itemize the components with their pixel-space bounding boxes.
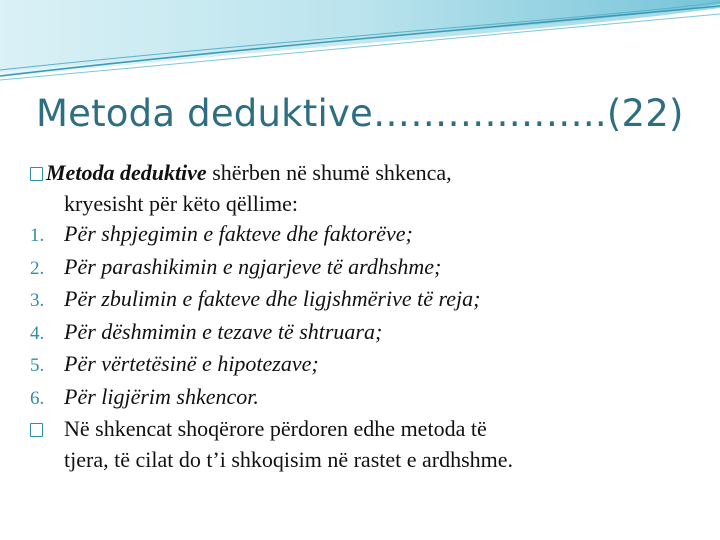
square-bullet-icon: [30, 414, 64, 445]
closing-text-line1: Në shkencat shoqërore përdoren edhe metoda të: [64, 416, 487, 441]
intro-text-line1: shërben në shumë shkenca,: [206, 160, 452, 185]
list-item-text: Për dëshmimin e tezave të shtruara;: [64, 318, 383, 344]
square-bullet-icon: [30, 158, 46, 189]
list-item-text: Për ligjërim shkencor.: [64, 383, 259, 409]
list-item-text: Për zbulimin e fakteve dhe ligjshmërive të reja;: [64, 286, 481, 311]
list-item-text: Për parashikimin e ngjarjeve të ardhshme;: [64, 253, 442, 279]
closing-paragraph: [30, 414, 690, 445]
closing-text-line2: tjera, të cilat do t’i shkoqisim në rastet e ardhshme.: [64, 446, 514, 472]
list-number: 2.: [30, 257, 45, 279]
header-wave-decoration: [0, 0, 720, 90]
list-item: [30, 349, 690, 382]
list-item: [30, 284, 690, 317]
list-item: [30, 317, 690, 350]
list-item-text: Për shpjegimin e fakteve dhe faktorëve;: [64, 221, 413, 246]
intro-paragraph: [30, 158, 690, 189]
list-number: 1.: [30, 225, 45, 246]
list-number: 5.: [30, 355, 45, 376]
list-item: [30, 219, 690, 252]
list-item: [30, 382, 690, 415]
list-item: [30, 252, 690, 285]
list-number: 3.: [30, 290, 45, 311]
intro-text-line2: kryesisht për këto qëllime:: [64, 190, 298, 216]
list-number: 6.: [30, 387, 45, 409]
slide-title: Metoda deduktive………..……..(22): [36, 92, 684, 135]
list-item-text: Për vërtetësinë e hipotezave;: [64, 351, 319, 376]
intro-bold-term: Metoda deduktive: [46, 160, 207, 185]
slide-body: [30, 158, 690, 475]
list-number: 4.: [30, 322, 45, 344]
